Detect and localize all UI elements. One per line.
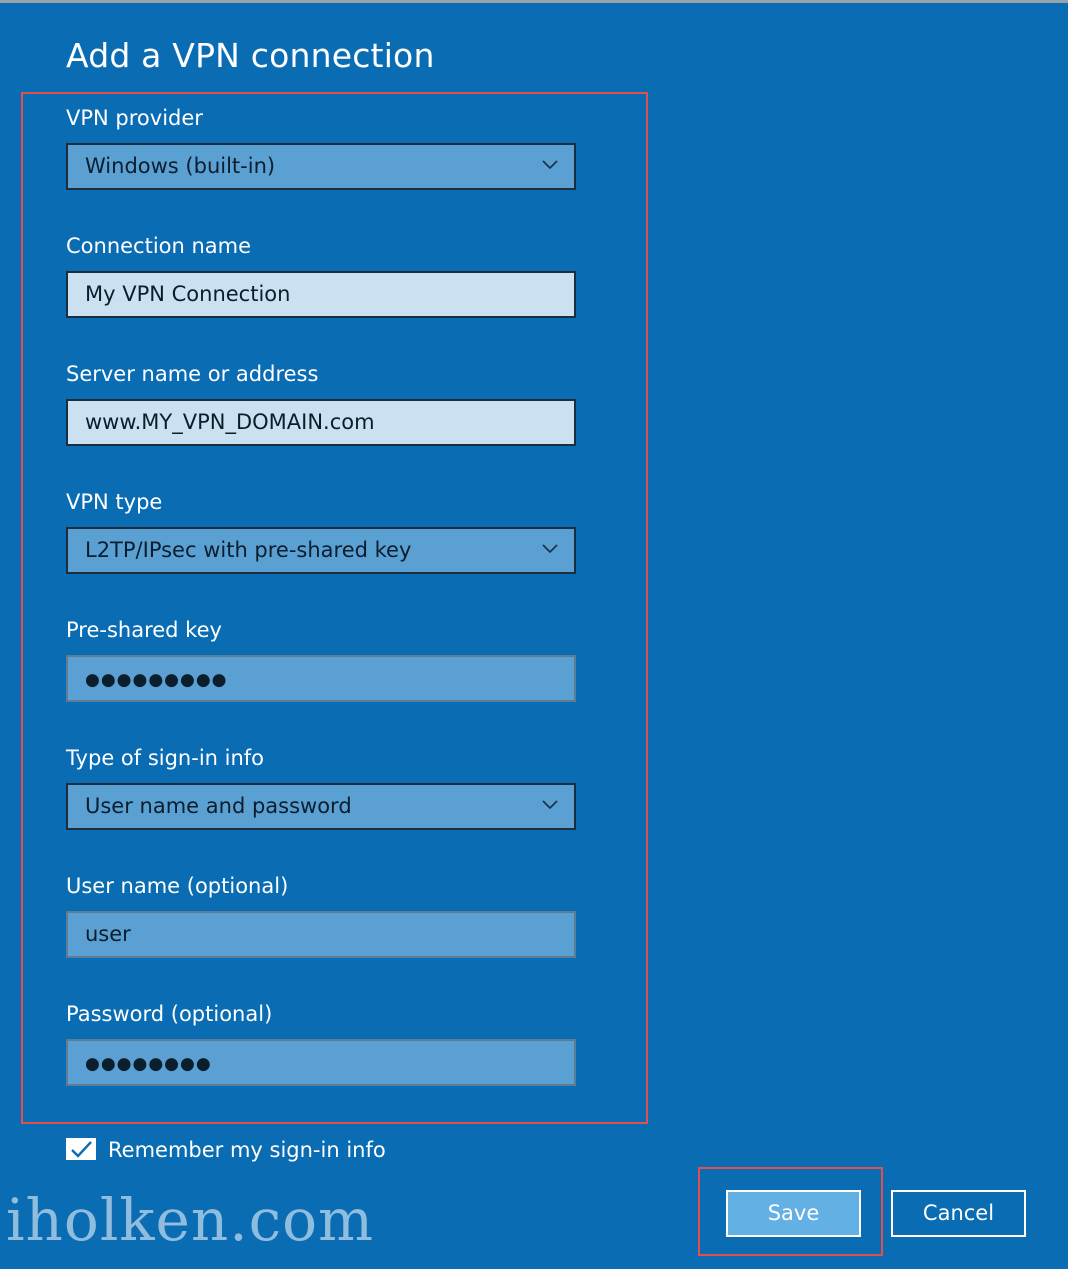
chevron-down-icon [542,160,558,170]
connection-name-input[interactable] [66,271,576,318]
vpn-provider-select[interactable] [66,143,576,190]
connection-name-label: Connection name [66,234,252,258]
checkmark-icon [66,1138,96,1160]
page-title: Add a VPN connection [66,36,435,75]
pre-shared-key-value: ●●●●●●●●● [85,670,228,690]
server-name-value: www.MY_VPN_DOMAIN.com [85,410,375,434]
user-name-value: user [85,922,131,946]
server-name-input[interactable] [66,399,576,446]
connection-name-value: My VPN Connection [85,282,291,306]
sign-in-type-select[interactable] [66,783,576,830]
chevron-down-icon [542,544,558,554]
user-name-input[interactable] [66,911,576,958]
window-top-border [0,0,1068,3]
password-label: Password (optional) [66,1002,273,1026]
pre-shared-key-input[interactable] [66,655,576,702]
sign-in-type-value: User name and password [85,794,352,818]
server-name-label: Server name or address [66,362,319,386]
vpn-provider-label: VPN provider [66,106,203,130]
save-button[interactable]: Save [726,1190,861,1237]
cancel-button[interactable]: Cancel [891,1190,1026,1237]
sign-in-type-label: Type of sign-in info [66,746,265,770]
vpn-type-value: L2TP/IPsec with pre-shared key [85,538,412,562]
pre-shared-key-label: Pre-shared key [66,618,222,642]
watermark: iholken.com [6,1186,375,1254]
vpn-provider-value: Windows (built-in) [85,154,276,178]
password-value: ●●●●●●●● [85,1054,212,1074]
remember-label: Remember my sign-in info [108,1138,386,1162]
password-input[interactable] [66,1039,576,1086]
chevron-down-icon [542,800,558,810]
vpn-type-label: VPN type [66,490,163,514]
user-name-label: User name (optional) [66,874,289,898]
vpn-type-select[interactable] [66,527,576,574]
remember-checkbox[interactable] [66,1138,96,1160]
